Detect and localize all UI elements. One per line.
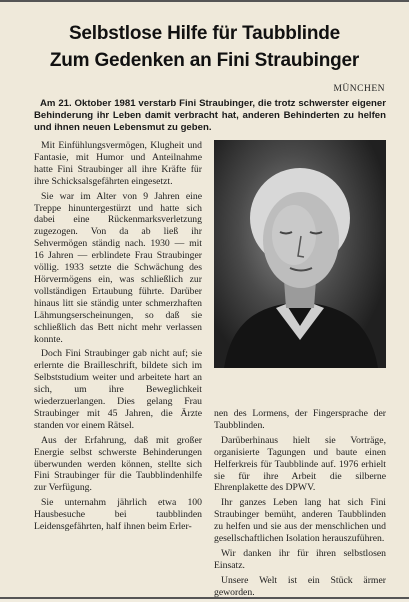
paragraph: Aus der Erfahrung, daß mit großer Energie selbst schwerste Behinderungen überwunden werden können, stellte sich Fini Straubinger für die Taubblindenhilfe zur Verfügung. — [34, 434, 202, 494]
paragraph: Darüberhinaus hielt sie Vorträge, organisierte Tagungen und baute einen Helferkreis für Taubblinde auf. 1976 erhielt sie für ihre Arbeit die silberne Ehrenplakette des DPWV. — [214, 434, 386, 494]
lead-paragraph: Am 21. Oktober 1981 verstarb Fini Straubinger, die trotz schwerster eigener Behinderung ihr Leben damit verbracht hat, anderen Behinderten zu helfen und ihnen neuen Lebensmut zu geben. — [34, 98, 386, 133]
headline-line-1: Selbstlose Hilfe für Taubblinde — [68, 23, 341, 44]
paragraph: Ihr ganzes Leben lang hat sich Fini Straubinger bemüht, anderen Taubblinden zu helfen und sie aus der menschlichen und gesellschaftlichen Isolation herauszuführen. — [214, 497, 386, 545]
paragraph: Doch Fini Straubinger gab nicht auf; sie erlernte die Brailleschrift, bildete sich im Selbststudium weiter und arbeitete hart an sich, um ihre Beweglichkeit wiederzuerlangen. Dies gelang Frau Straubinger mit 45 Jahren, die Ärzte standen vor einem Rätsel. — [34, 348, 202, 431]
paragraph: Mit Einfühlungsvermögen, Klugheit und Fantasie, mit Humor und Anteilnahme hatte Fini Straubinger all ihre Kräfte für ihre Schicksalsgefährten eingesetzt. — [34, 140, 202, 187]
paragraph: Sie unternahm jährlich etwa 100 Hausbesuche bei taubblinden Leidensgefährten, half ihnen beim Erler- — [34, 497, 202, 533]
article-column-1 — [34, 140, 202, 536]
headline-line-2: Zum Gedenken an Fini Straubinger — [49, 50, 360, 71]
paragraph: Wir danken ihr für ihren selbstlosen Einsatz. — [214, 547, 386, 571]
article-column-2 — [214, 408, 386, 602]
portrait-photo — [214, 140, 386, 368]
paragraph: nen des Lormens, der Fingersprache der Taubblinden. — [214, 408, 386, 431]
paragraph: Unsere Welt ist ein Stück ärmer geworden. — [214, 574, 386, 598]
headline — [0, 20, 409, 74]
dateline: MÜNCHEN — [333, 84, 385, 94]
paragraph: Sie war im Alter von 9 Jahren eine Treppe hinuntergestürzt und hatte sich dabei eine Rückenmarksverletzung zugezogen. Von da ab ließ ihr Sehvermögen ständig nach. 1930 — mit 16 Jahren — erblindete Frau Straubinger völlig. 1933 setzte die Schwächung des Hörvermögens ein, was schließlich zur vollständigen Ertaubung führte. Darüber hinaus litt sie ständig unter schmerzhaften Lähmungserscheinungen, so daß sie schließlich das Bett nicht mehr verlassen konnte. — [34, 190, 202, 345]
